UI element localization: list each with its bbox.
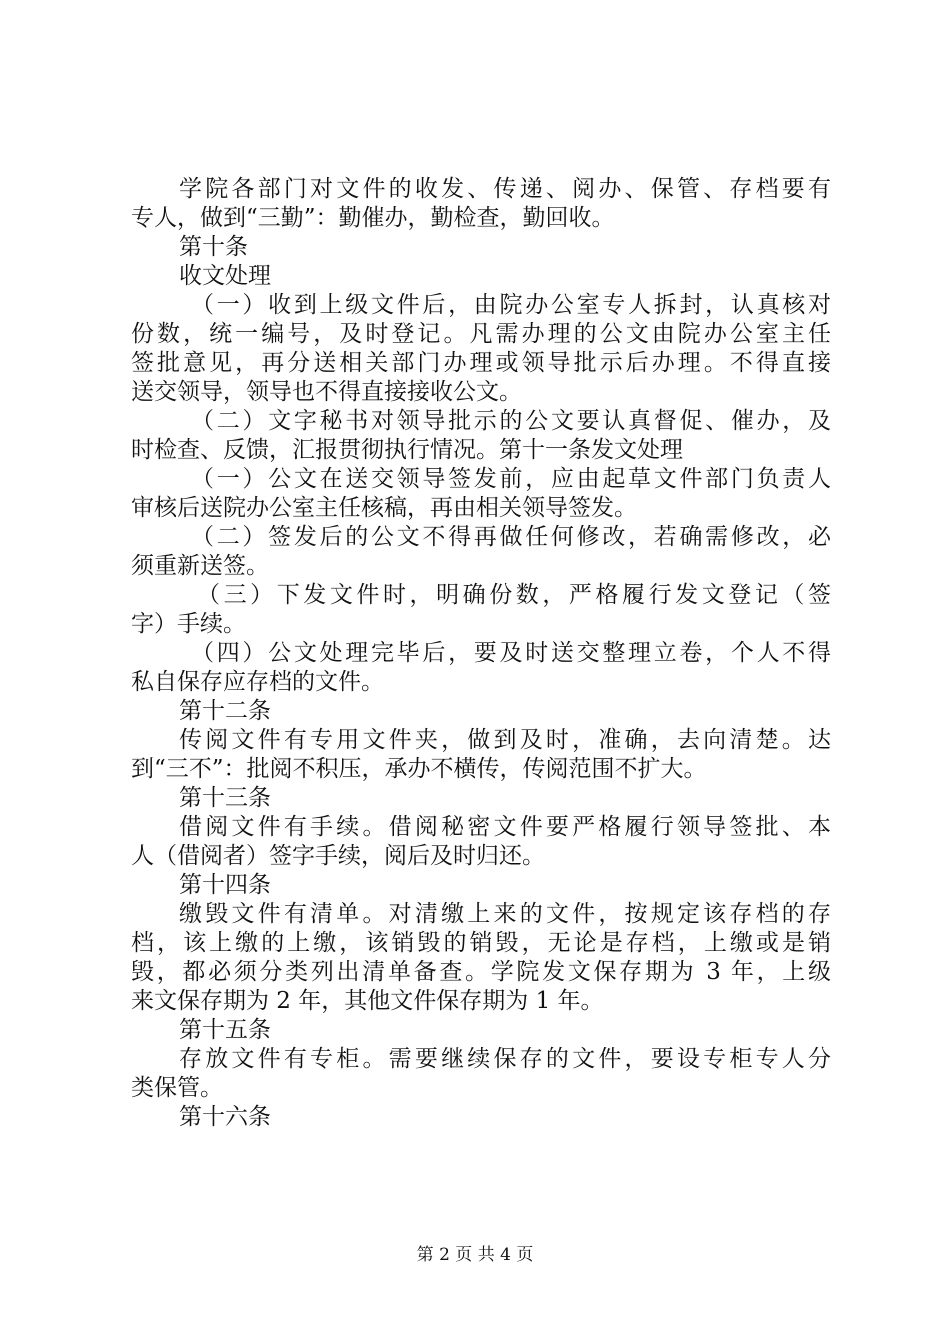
text-line: （三）下发文件时，明确份数，严格履行发文登记（签 bbox=[197, 582, 831, 608]
text-line: 审核后送院办公室主任核稿，再由相关领导签发。 bbox=[131, 495, 637, 521]
article-heading: 第十四条 bbox=[179, 872, 271, 898]
text-line: （二）签发后的公文不得再做任何修改，若确需修改，必 bbox=[191, 524, 831, 550]
text-line: 人（借阅者）签字手续，阅后及时归还。 bbox=[131, 843, 545, 869]
text-line: （四）公文处理完毕后，要及时送交整理立卷，个人不得 bbox=[191, 640, 831, 666]
text-line: 传阅文件有专用文件夹，做到及时，准确，去向清楚。达 bbox=[179, 727, 831, 753]
text-line: 来文保存期为 2 年，其他文件保存期为 1 年。 bbox=[131, 988, 604, 1014]
article-heading: 第十二条 bbox=[179, 698, 271, 724]
section-heading: 收文处理 bbox=[179, 263, 271, 289]
text-line: 须重新送签。 bbox=[131, 553, 269, 579]
article-heading: 第十五条 bbox=[179, 1017, 271, 1043]
article-heading: 第十六条 bbox=[179, 1104, 271, 1130]
text-line: 到“三不”：批阅不积压，承办不横传，传阅范围不扩大。 bbox=[131, 756, 707, 782]
document-body bbox=[131, 175, 831, 1132]
text-line: 私自保存应存档的文件。 bbox=[131, 669, 384, 695]
text-line: （一）收到上级文件后，由院办公室专人拆封，认真核对 bbox=[191, 292, 831, 318]
text-line: 送交领导，领导也不得直接接收公文。 bbox=[131, 379, 522, 405]
text-line: 专人，做到“三勤”：勤催办，勤检查，勤回收。 bbox=[131, 205, 615, 231]
page-footer bbox=[0, 1244, 950, 1266]
text-line: 份数，统一编号，及时登记。凡需办理的公文由院办公室主任 bbox=[131, 321, 831, 347]
text-line: 缴毁文件有清单。对清缴上来的文件，按规定该存档的存 bbox=[179, 901, 831, 927]
text-line: 存放文件有专柜。需要继续保存的文件，要设专柜专人分 bbox=[179, 1046, 831, 1072]
text-line: 毁，都必须分类列出清单备查。学院发文保存期为 3 年，上级 bbox=[131, 959, 831, 985]
text-line: 学院各部门对文件的收发、传递、阅办、保管、存档要有 bbox=[179, 176, 831, 202]
text-line: 时检查、反馈，汇报贯彻执行情况。第十一条发文处理 bbox=[131, 437, 683, 463]
page-number-label: 第 2 页 共 4 页 bbox=[416, 1245, 534, 1265]
text-line: 签批意见，再分送相关部门办理或领导批示后办理。不得直接 bbox=[131, 350, 831, 376]
text-line: 档，该上缴的上缴，该销毁的销毁，无论是存档，上缴或是销 bbox=[131, 930, 831, 956]
text-line: 类保管。 bbox=[131, 1075, 223, 1101]
text-line: （一）公文在送交领导签发前，应由起草文件部门负责人 bbox=[191, 466, 831, 492]
text-line: （二）文字秘书对领导批示的公文要认真督促、催办，及 bbox=[191, 408, 831, 434]
text-line: 借阅文件有手续。借阅秘密文件要严格履行领导签批、本 bbox=[179, 814, 831, 840]
article-heading: 第十三条 bbox=[179, 785, 271, 811]
text-line: 字）手续。 bbox=[131, 611, 246, 637]
article-heading: 第十条 bbox=[179, 234, 248, 260]
